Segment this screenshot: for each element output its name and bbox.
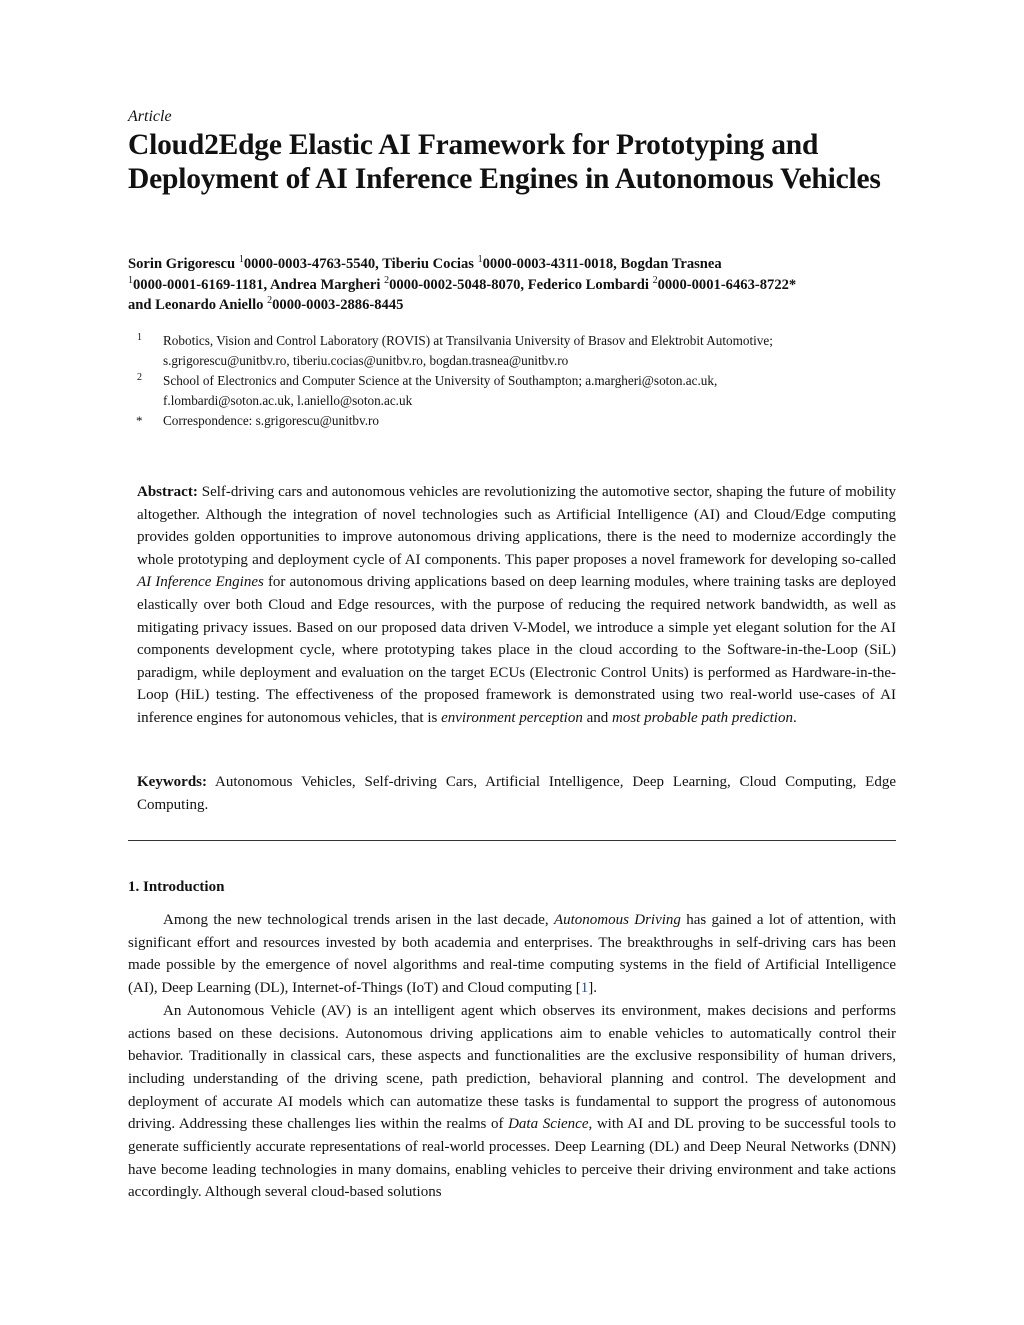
affiliation-emails: f.lombardi@soton.ac.uk, l.aniello@soton.ac.uk bbox=[163, 393, 413, 408]
emphasis: Autonomous Driving bbox=[553, 912, 681, 928]
author-name: Tiberiu Cocias bbox=[382, 256, 474, 272]
keywords-text: Autonomous Vehicles, Self-driving Cars, Artificial Intelligence, Deep Learning, Cloud Computing, Edge Computing. bbox=[137, 774, 896, 813]
author-name: Sorin Grigorescu bbox=[128, 256, 236, 272]
orcid-id: 0000-0003-2886-8445 bbox=[272, 297, 404, 313]
abstract: Abstract: Self-driving cars and autonomous vehicles are revolutionizing the automotive sector, shaping the future of mobility altogether. Although the integration of novel technologies such as Artificial Intelligence (AI) and Cloud/Edge computing provides golden opportunities to improve autonomous driving applications, there is the need to modernize accordingly the whole prototyping and deployment cycle of AI components. This paper proposes a novel framework for developing so-called AI Inference Engines for autonomous driving applications based on deep learning modules, where training tasks are deployed elastically over both Cloud and Edge resources, with the purpose of reducing the required network bandwidth, as well as mitigating privacy issues. Based on our proposed data driven V-Model, we introduce a simple yet elegant solution for the AI components development cycle, where prototyping takes place in the cloud according to the Software-in-the-Loop (SiL) paradigm, while deployment and evaluation on the target ECUs (Electronic Control Units) is performed as Hardware-in-the-Loop (HiL) testing. The effectiveness of the proposed framework is demonstrated using two real-world use-cases of AI inference engines for autonomous vehicles, that is environment perception and most probable path prediction. bbox=[137, 484, 896, 726]
author bbox=[527, 274, 797, 293]
author-name: Federico Lombardi bbox=[527, 276, 649, 293]
correspondence bbox=[128, 411, 896, 431]
correspondence-email: Correspondence: s.grigorescu@unitbv.ro bbox=[163, 413, 380, 428]
affiliation-item bbox=[128, 371, 896, 411]
orcid-id: 0000-0001-6169-1181 bbox=[133, 276, 264, 293]
affiliation-line: Robotics, Vision and Control Laboratory (ROVIS) at Transilvania University of Brasov and Elektrobit Automotive; bbox=[163, 333, 773, 348]
author-name: Bogdan Trasnea bbox=[620, 256, 722, 272]
author: Tiberiu Cocias $^1$0000-0003-4311-0018, bbox=[382, 254, 621, 272]
keywords bbox=[137, 771, 896, 816]
paper-title: Cloud2Edge Elastic AI Framework for Prototyping and Deployment of AI Inference Engines in Autonomous Vehicles bbox=[128, 129, 881, 195]
affiliation-mark: 2 bbox=[267, 295, 273, 306]
author-name: and Leonardo Aniello bbox=[128, 297, 264, 313]
affiliation-mark: 1 bbox=[238, 254, 244, 265]
orcid-id: 0000-0003-4311-0018 bbox=[482, 256, 614, 272]
article-type: Article bbox=[128, 108, 172, 125]
paragraph: Among the new technological trends arisen in the last decade, Autonomous Driving has gained a lot of attention, with significant effort and resources invested by both academia and enterprises. The breakthroughs in self-driving cars has been made possible by the emergence of novel algorithms and real-time computing systems in the field of Artificial Intelligence (AI), Deep Learning (DL), Internet-of-Things (IoT) and Cloud computing [1]. bbox=[128, 912, 896, 997]
author: Bogdan Trasnea $^1$0000-0001-6169-1181, bbox=[128, 256, 722, 293]
affiliation-emails: s.grigorescu@unitbv.ro, tiberiu.cocias@unitbv.ro, bogdan.trasnea@unitbv.ro bbox=[163, 353, 569, 368]
orcid-id: 0000-0003-4763-5540 bbox=[243, 256, 376, 272]
emphasis: AI Inference Engines bbox=[137, 574, 264, 591]
affiliation-number: 2 bbox=[137, 372, 142, 383]
section-body bbox=[128, 909, 896, 1204]
emphasis: Data Science bbox=[508, 1116, 589, 1133]
orcid-id: 0000-0002-5048-8070 bbox=[389, 276, 521, 293]
affiliation-mark: 2 bbox=[652, 274, 658, 286]
author bbox=[128, 297, 403, 313]
affiliation-number: 1 bbox=[137, 332, 142, 343]
author-list bbox=[128, 254, 896, 316]
abstract-label: Abstract: bbox=[137, 484, 198, 500]
author-name: Andrea Margheri bbox=[270, 276, 381, 293]
affiliation-line: School of Electronics and Computer Science at the University of Southampton; a.margheri@soton.ac.uk, bbox=[163, 373, 718, 388]
section-divider bbox=[128, 840, 896, 841]
affiliation-mark: 2 bbox=[384, 274, 390, 286]
section-heading: 1. Introduction bbox=[128, 879, 225, 895]
author: Andrea Margheri $^2$0000-0002-5048-8070, bbox=[270, 274, 528, 293]
author: Sorin Grigorescu $^1$0000-0003-4763-5540, bbox=[128, 254, 383, 272]
affiliation-mark: 1 bbox=[128, 274, 133, 286]
orcid-id: 0000-0001-6463-8722* bbox=[657, 276, 797, 293]
affiliation-list bbox=[128, 331, 896, 431]
paragraph: An Autonomous Vehicle (AV) is an intelligent agent which observes its environment, makes decisions and performs actions based on these decisions. Autonomous driving applications aim to enable vehicles to automatically control their behavior. Traditionally in classical cars, these aspects and functionalities are the exclusive responsibility of human drivers, including understanding of the driving scene, path prediction, behavioral planning and control. The development and deployment of accurate AI models which can automatize these tasks is fundamental to support the progress of autonomous driving. Addressing these challenges lies within the realms of Data Science, with AI and DL proving to be successful tools to generate sufficiently accurate representations of real-world processes. Deep Learning (DL) and Deep Neural Networks (DNN) have become leading technologies in many domains, enabling vehicles to perceive their driving environment and take actions accordingly. Although several cloud-based solutions bbox=[128, 1002, 896, 1201]
citation-link[interactable]: 1 bbox=[580, 980, 589, 997]
emphasis: environment perception bbox=[441, 709, 583, 726]
keywords-label: Keywords: bbox=[137, 774, 207, 790]
affiliation-item bbox=[128, 331, 896, 371]
affiliation-mark: 1 bbox=[477, 254, 483, 265]
correspondence-mark: * bbox=[136, 413, 143, 428]
emphasis: most probable path prediction bbox=[612, 709, 793, 726]
